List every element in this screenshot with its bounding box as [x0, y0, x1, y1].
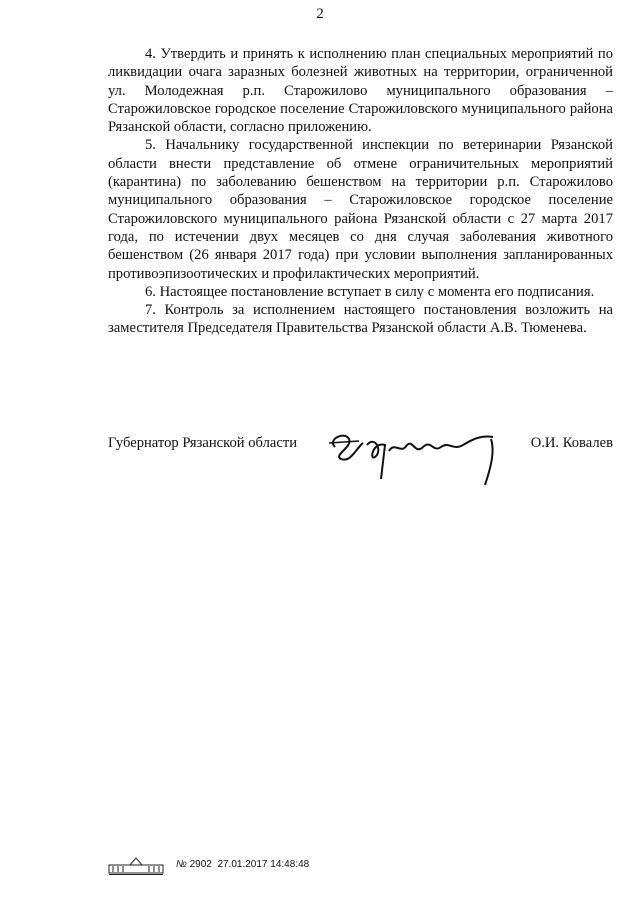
signatory-name: О.И. Ковалев [530, 435, 613, 451]
handwritten-signature [323, 417, 508, 487]
registration-stamp [176, 859, 309, 870]
paragraph-7: 7. Контроль за исполнением настоящего постановления возложить на заместителя Председателя Правительства Рязанской области А.В. Тюменева. [108, 302, 613, 337]
signatory-title: Губернатор Рязанской области [108, 435, 298, 451]
paragraph-5: 5. Начальнику государственной инспекции по ветеринарии Рязанской области внести представление об отмене ограничительных мероприятий (карантина) по заболеванию бешенством на территории р.п. Старожилово муниципального образования – Старожиловское городское поселение Старожиловского муниципального района Рязанской области с 27 марта 2017 года, по истечении двух месяцев со дня случая заболевания животного бешенством (26 января 2017 года) при условии выполнения запланированных противоэпизоотических и профилактических мероприятий. [108, 137, 613, 282]
paragraph-6: 6. Настоящее постановление вступает в силу с момента его подписания. [145, 283, 595, 300]
number-sign: № [176, 859, 187, 870]
paragraph-4: 4. Утвердить и принять к исполнению план специальных мероприятий по ликвидации очага заразных болезней животных на территории, ограниченной ул. Молодежная р.п. Старожилово муниципального образования – Старожиловское городское поселение Старожиловского муниципального района Рязанской области, согласно приложению. [108, 46, 613, 136]
signature-block [108, 425, 613, 485]
registration-timestamp: 27.01.2017 14:48:48 [217, 859, 310, 870]
government-building-logo [108, 855, 164, 875]
document-footer [108, 855, 408, 877]
document-body [108, 45, 613, 338]
registration-number: 2902 [189, 859, 212, 870]
page-number: 2 [316, 6, 324, 22]
